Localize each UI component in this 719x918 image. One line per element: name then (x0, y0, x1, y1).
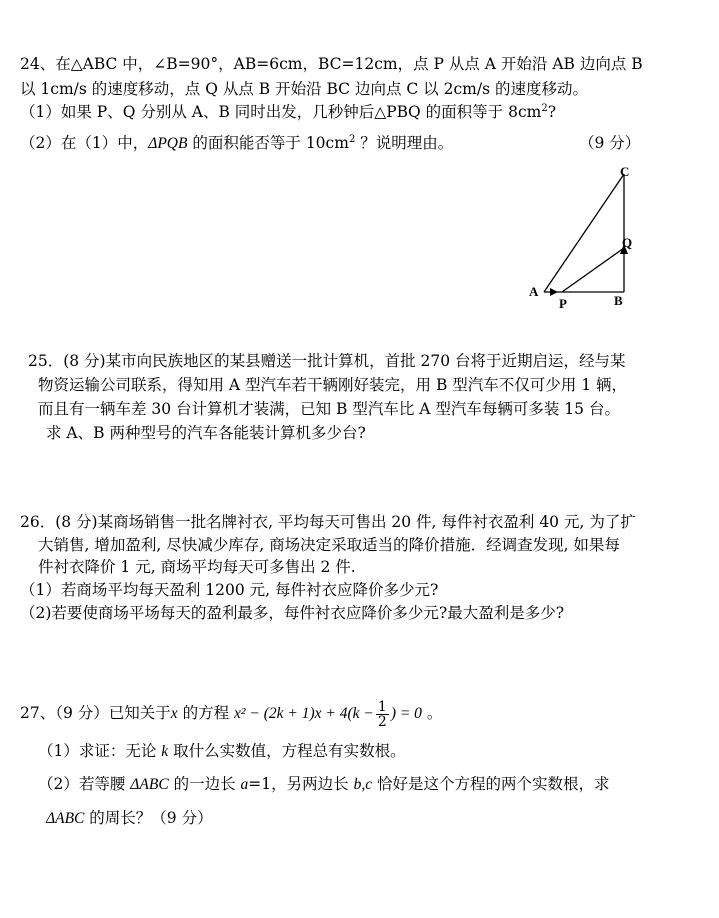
q24-part1-sup: 2 (541, 102, 548, 114)
q27-prefix: 27、（9 分）已知关于 (20, 704, 171, 722)
triangle-figure (522, 160, 652, 315)
q27-part2-a: a (240, 776, 249, 793)
q24-score: （9 分） (579, 134, 641, 152)
q26-line5: （2)若要使商场平场每天的盈利最多，每件衬衣应降价多少元?最大盈利是多少? (20, 604, 565, 622)
q27-end: 。 (421, 704, 443, 722)
q24-part2 (20, 133, 453, 154)
q24-part1-end: ? (547, 103, 557, 121)
q27-mid: 的方程 (177, 704, 235, 722)
q26-line4: （1）若商场平均每天盈利 1200 元, 每件衬衣应降价多少元? (20, 581, 439, 599)
q27-equation-right: ) = 0 (390, 705, 422, 722)
label-a: A (529, 284, 539, 299)
q26-line1: 26．(8 分)某商场销售一批名牌衬衣, 平均每天可售出 20 件, 每件衬衣盈利 40 元, 为了扩 (20, 513, 636, 531)
label-b: B (614, 293, 623, 308)
q24-part1-text: （1）如果 P、Q 分别从 A、B 同时出发，几秒钟后△PBQ 的面积等于 8cm (20, 103, 542, 121)
q27-var-x: x (170, 705, 178, 722)
q27-part2-bc: b,c (353, 776, 373, 793)
q27-part1-end: 取什么实数值，方程总有实数根。 (168, 742, 406, 760)
q27-frac-num: 1 (377, 698, 387, 715)
q26-line3: 件衬衣降价 1 元, 商场平均每天可多售出 2 件. (38, 558, 356, 576)
q27-part1-var: k (161, 743, 169, 760)
q24-part2-end: ？说明理由。 (355, 134, 454, 152)
q27-part3-tri: ΔABC (46, 810, 85, 827)
q27-frac-den: 2 (377, 713, 387, 730)
q27-fraction (376, 700, 389, 729)
segment-ac (544, 174, 624, 292)
arrow-to-p-icon (550, 288, 558, 296)
q27-part2-mid1: 的一边长 (168, 775, 241, 793)
q24-part2-sup: 2 (348, 133, 356, 145)
q27-part2-text: （2）若等腰 (38, 775, 131, 793)
q27-part1 (38, 741, 406, 762)
segment-pq (562, 248, 624, 292)
label-q: Q (622, 235, 633, 250)
q27-part2-end: 恰好是这个方程的两个实数根，求 (372, 775, 610, 793)
q27-part2-tri: ΔABC (130, 776, 169, 793)
q25-line3: 而且有一辆车差 30 台计算机才装满，已知 B 型汽车比 A 型汽车每辆可多装 15 台。 (38, 400, 620, 418)
q27-line1 (20, 698, 442, 729)
q27-part3-end: 的周长？（9 分） (84, 809, 213, 827)
q25-line1: 25．(8 分)某市向民族地区的某县赠送一批计算机，首批 270 台将于近期启运，经与某 (28, 352, 626, 370)
q26-line2: 大销售, 增加盈利, 尽快减少库存, 商场决定采取适当的降价措施．经调查发现, 如果每 (38, 536, 620, 554)
label-p: P (559, 296, 567, 311)
q24-part1 (20, 102, 556, 122)
q24-line2: 以 1cm/s 的速度移动，点 Q 从点 B 开始沿 BC 边向点 C 以 2cm/s 的速度移动。 (20, 80, 588, 98)
q27-equation-left: x² − (2k + 1)x + 4(k − (234, 705, 374, 722)
q25-line2: 物资运输公司联系，得知用 A 型汽车若干辆刚好装完，用 B 型汽车不仅可少用 1 辆， (38, 376, 628, 394)
q27-part3 (46, 808, 213, 829)
q25-line4: 求 A、B 两种型号的汽车各能装计算机多少台? (46, 424, 366, 442)
q24-part2-math: ΔPQB (148, 135, 188, 152)
label-c: C (620, 164, 630, 179)
q24-part2-mid: 的面积能否等于 10cm (187, 134, 349, 152)
q24-line1: 24、在△ABC 中，∠B=90°，AB=6cm，BC=12cm，点 P 从点 A 开始沿 AB 边向点 B (20, 55, 643, 73)
q24-part2-text: （2）在（1）中， (20, 134, 149, 152)
q27-part1-text: （1）求证：无论 (38, 742, 162, 760)
q27-part2 (38, 774, 610, 795)
q27-part2-mid2: =1，另两边长 (248, 775, 354, 793)
